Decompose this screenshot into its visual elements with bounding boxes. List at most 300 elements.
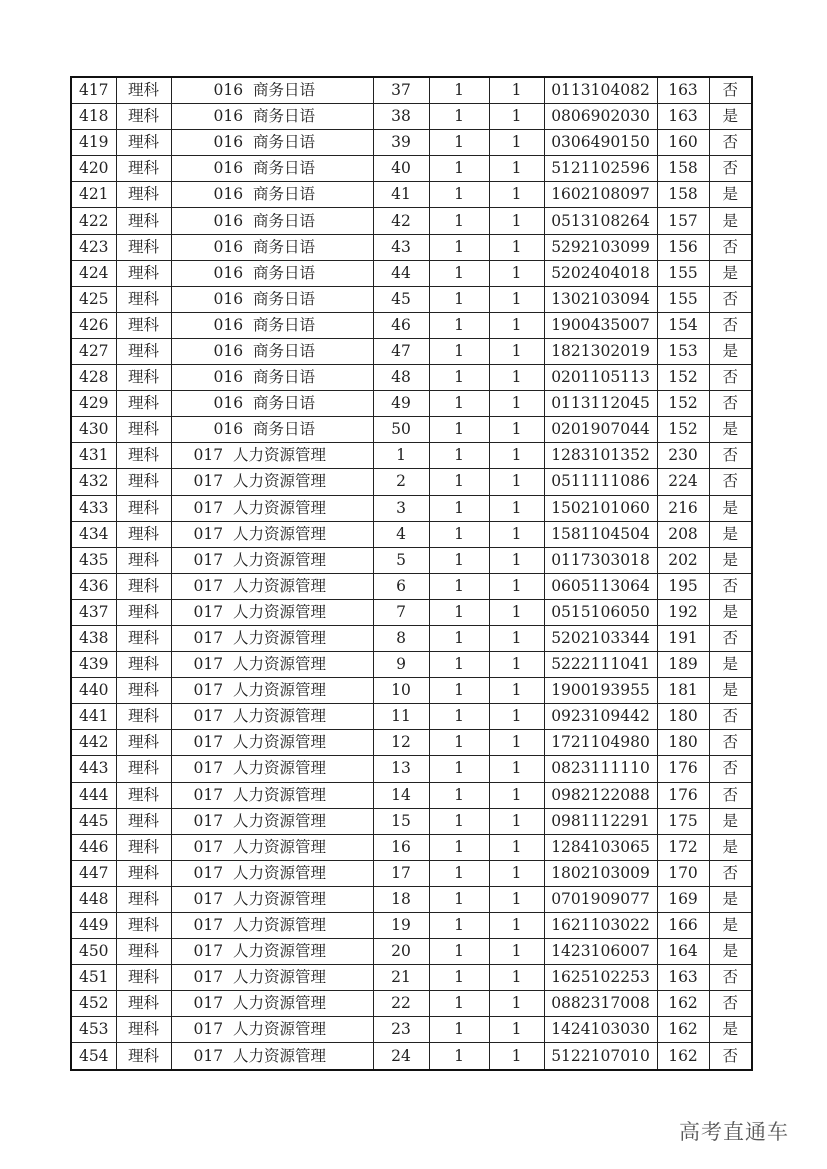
major-cell: 017 人力资源管理 [171, 443, 373, 469]
flag-cell: 是 [709, 808, 752, 834]
flag-cell: 是 [709, 182, 752, 208]
subject-cell: 理科 [116, 443, 171, 469]
row-number-cell: 438 [71, 625, 116, 651]
flag-cell: 是 [709, 338, 752, 364]
row-number-cell: 419 [71, 130, 116, 156]
rank-cell: 48 [373, 365, 429, 391]
row-number-cell: 452 [71, 991, 116, 1017]
col-5-cell: 1 [429, 312, 489, 338]
subject-cell: 理科 [116, 1017, 171, 1043]
flag-cell: 否 [709, 730, 752, 756]
score-cell: 180 [657, 730, 709, 756]
flag-cell: 否 [709, 573, 752, 599]
score-cell: 163 [657, 965, 709, 991]
score-cell: 163 [657, 104, 709, 130]
flag-cell: 否 [709, 704, 752, 730]
col-6-cell: 1 [489, 521, 544, 547]
row-number-cell: 449 [71, 913, 116, 939]
rank-cell: 44 [373, 260, 429, 286]
flag-cell: 是 [709, 1017, 752, 1043]
candidate-id-cell: 1721104980 [544, 730, 657, 756]
col-5-cell: 1 [429, 991, 489, 1017]
watermark: 高考直通车 [679, 1120, 789, 1144]
col-6-cell: 1 [489, 182, 544, 208]
row-number-cell: 444 [71, 782, 116, 808]
score-cell: 191 [657, 625, 709, 651]
score-cell: 166 [657, 913, 709, 939]
row-number-cell: 453 [71, 1017, 116, 1043]
col-5-cell: 1 [429, 652, 489, 678]
score-cell: 155 [657, 286, 709, 312]
major-cell: 016 商务日语 [171, 208, 373, 234]
col-6-cell: 1 [489, 730, 544, 756]
row-number-cell: 420 [71, 156, 116, 182]
candidate-id-cell: 0201907044 [544, 417, 657, 443]
score-cell: 170 [657, 860, 709, 886]
col-6-cell: 1 [489, 625, 544, 651]
score-cell: 155 [657, 260, 709, 286]
subject-cell: 理科 [116, 965, 171, 991]
subject-cell: 理科 [116, 260, 171, 286]
candidate-id-cell: 0806902030 [544, 104, 657, 130]
col-5-cell: 1 [429, 756, 489, 782]
col-5-cell: 1 [429, 417, 489, 443]
subject-cell: 理科 [116, 417, 171, 443]
col-5-cell: 1 [429, 182, 489, 208]
col-5-cell: 1 [429, 1017, 489, 1043]
subject-cell: 理科 [116, 521, 171, 547]
flag-cell: 是 [709, 547, 752, 573]
subject-cell: 理科 [116, 782, 171, 808]
rank-cell: 37 [373, 77, 429, 104]
col-5-cell: 1 [429, 365, 489, 391]
score-cell: 172 [657, 834, 709, 860]
row-number-cell: 439 [71, 652, 116, 678]
rank-cell: 4 [373, 521, 429, 547]
rank-cell: 50 [373, 417, 429, 443]
flag-cell: 否 [709, 234, 752, 260]
col-6-cell: 1 [489, 443, 544, 469]
row-number-cell: 421 [71, 182, 116, 208]
col-6-cell: 1 [489, 678, 544, 704]
flag-cell: 是 [709, 495, 752, 521]
row-number-cell: 448 [71, 886, 116, 912]
col-5-cell: 1 [429, 573, 489, 599]
major-cell: 017 人力资源管理 [171, 1043, 373, 1070]
table-row [71, 573, 752, 599]
table-row [71, 260, 752, 286]
col-6-cell: 1 [489, 756, 544, 782]
col-6-cell: 1 [489, 77, 544, 104]
score-cell: 195 [657, 573, 709, 599]
flag-cell: 是 [709, 104, 752, 130]
subject-cell: 理科 [116, 156, 171, 182]
col-6-cell: 1 [489, 1017, 544, 1043]
admission-table [70, 76, 753, 1071]
score-cell: 157 [657, 208, 709, 234]
col-5-cell: 1 [429, 860, 489, 886]
score-cell: 158 [657, 182, 709, 208]
subject-cell: 理科 [116, 547, 171, 573]
table-row [71, 1017, 752, 1043]
rank-cell: 5 [373, 547, 429, 573]
row-number-cell: 418 [71, 104, 116, 130]
table-row [71, 391, 752, 417]
flag-cell: 否 [709, 156, 752, 182]
col-5-cell: 1 [429, 338, 489, 364]
rank-cell: 10 [373, 678, 429, 704]
col-6-cell: 1 [489, 652, 544, 678]
score-cell: 152 [657, 365, 709, 391]
col-5-cell: 1 [429, 678, 489, 704]
major-cell: 017 人力资源管理 [171, 1017, 373, 1043]
table-row [71, 417, 752, 443]
rank-cell: 8 [373, 625, 429, 651]
row-number-cell: 436 [71, 573, 116, 599]
col-6-cell: 1 [489, 312, 544, 338]
rank-cell: 43 [373, 234, 429, 260]
subject-cell: 理科 [116, 704, 171, 730]
subject-cell: 理科 [116, 365, 171, 391]
major-cell: 016 商务日语 [171, 286, 373, 312]
col-5-cell: 1 [429, 913, 489, 939]
major-cell: 016 商务日语 [171, 365, 373, 391]
candidate-id-cell: 0113112045 [544, 391, 657, 417]
candidate-id-cell: 1581104504 [544, 521, 657, 547]
candidate-id-cell: 5202404018 [544, 260, 657, 286]
row-number-cell: 437 [71, 599, 116, 625]
table-row [71, 365, 752, 391]
col-6-cell: 1 [489, 286, 544, 312]
flag-cell: 是 [709, 599, 752, 625]
col-6-cell: 1 [489, 104, 544, 130]
col-5-cell: 1 [429, 704, 489, 730]
major-cell: 017 人力资源管理 [171, 913, 373, 939]
flag-cell: 否 [709, 312, 752, 338]
col-6-cell: 1 [489, 260, 544, 286]
rank-cell: 17 [373, 860, 429, 886]
table-row [71, 730, 752, 756]
col-5-cell: 1 [429, 808, 489, 834]
row-number-cell: 443 [71, 756, 116, 782]
candidate-id-cell: 5121102596 [544, 156, 657, 182]
col-6-cell: 1 [489, 365, 544, 391]
rank-cell: 45 [373, 286, 429, 312]
col-5-cell: 1 [429, 156, 489, 182]
major-cell: 017 人力资源管理 [171, 860, 373, 886]
col-5-cell: 1 [429, 260, 489, 286]
subject-cell: 理科 [116, 573, 171, 599]
subject-cell: 理科 [116, 1043, 171, 1070]
col-6-cell: 1 [489, 886, 544, 912]
col-5-cell: 1 [429, 130, 489, 156]
row-number-cell: 434 [71, 521, 116, 547]
col-6-cell: 1 [489, 1043, 544, 1070]
rank-cell: 41 [373, 182, 429, 208]
rank-cell: 6 [373, 573, 429, 599]
rank-cell: 13 [373, 756, 429, 782]
rank-cell: 1 [373, 443, 429, 469]
score-cell: 181 [657, 678, 709, 704]
subject-cell: 理科 [116, 913, 171, 939]
candidate-id-cell: 0823111110 [544, 756, 657, 782]
col-5-cell: 1 [429, 495, 489, 521]
score-cell: 230 [657, 443, 709, 469]
subject-cell: 理科 [116, 808, 171, 834]
table-row [71, 104, 752, 130]
score-cell: 164 [657, 939, 709, 965]
major-cell: 016 商务日语 [171, 130, 373, 156]
subject-cell: 理科 [116, 495, 171, 521]
candidate-id-cell: 1283101352 [544, 443, 657, 469]
col-6-cell: 1 [489, 965, 544, 991]
major-cell: 017 人力资源管理 [171, 678, 373, 704]
col-5-cell: 1 [429, 886, 489, 912]
col-6-cell: 1 [489, 469, 544, 495]
rank-cell: 42 [373, 208, 429, 234]
subject-cell: 理科 [116, 939, 171, 965]
rank-cell: 22 [373, 991, 429, 1017]
table-row [71, 860, 752, 886]
score-cell: 176 [657, 756, 709, 782]
flag-cell: 是 [709, 417, 752, 443]
col-6-cell: 1 [489, 704, 544, 730]
col-5-cell: 1 [429, 391, 489, 417]
table-row [71, 678, 752, 704]
rank-cell: 49 [373, 391, 429, 417]
col-5-cell: 1 [429, 730, 489, 756]
candidate-id-cell: 0515106050 [544, 599, 657, 625]
rank-cell: 40 [373, 156, 429, 182]
row-number-cell: 451 [71, 965, 116, 991]
score-cell: 160 [657, 130, 709, 156]
rank-cell: 14 [373, 782, 429, 808]
score-cell: 154 [657, 312, 709, 338]
candidate-id-cell: 0511111086 [544, 469, 657, 495]
major-cell: 016 商务日语 [171, 104, 373, 130]
score-cell: 180 [657, 704, 709, 730]
row-number-cell: 435 [71, 547, 116, 573]
col-6-cell: 1 [489, 834, 544, 860]
subject-cell: 理科 [116, 208, 171, 234]
flag-cell: 否 [709, 443, 752, 469]
rank-cell: 20 [373, 939, 429, 965]
rank-cell: 9 [373, 652, 429, 678]
rank-cell: 11 [373, 704, 429, 730]
subject-cell: 理科 [116, 130, 171, 156]
col-5-cell: 1 [429, 469, 489, 495]
col-5-cell: 1 [429, 77, 489, 104]
major-cell: 017 人力资源管理 [171, 939, 373, 965]
row-number-cell: 424 [71, 260, 116, 286]
col-5-cell: 1 [429, 965, 489, 991]
candidate-id-cell: 0605113064 [544, 573, 657, 599]
table-row [71, 1043, 752, 1070]
major-cell: 016 商务日语 [171, 156, 373, 182]
rank-cell: 12 [373, 730, 429, 756]
table-row [71, 234, 752, 260]
rank-cell: 19 [373, 913, 429, 939]
rank-cell: 23 [373, 1017, 429, 1043]
major-cell: 017 人力资源管理 [171, 573, 373, 599]
flag-cell: 是 [709, 678, 752, 704]
candidate-id-cell: 1502101060 [544, 495, 657, 521]
score-cell: 152 [657, 417, 709, 443]
subject-cell: 理科 [116, 756, 171, 782]
row-number-cell: 447 [71, 860, 116, 886]
flag-cell: 是 [709, 260, 752, 286]
subject-cell: 理科 [116, 730, 171, 756]
col-5-cell: 1 [429, 939, 489, 965]
col-6-cell: 1 [489, 130, 544, 156]
col-5-cell: 1 [429, 208, 489, 234]
major-cell: 017 人力资源管理 [171, 652, 373, 678]
table-row [71, 625, 752, 651]
row-number-cell: 441 [71, 704, 116, 730]
subject-cell: 理科 [116, 77, 171, 104]
major-cell: 017 人力资源管理 [171, 704, 373, 730]
major-cell: 016 商务日语 [171, 234, 373, 260]
score-cell: 158 [657, 156, 709, 182]
flag-cell: 是 [709, 886, 752, 912]
flag-cell: 是 [709, 652, 752, 678]
score-cell: 175 [657, 808, 709, 834]
candidate-id-cell: 0882317008 [544, 991, 657, 1017]
flag-cell: 否 [709, 625, 752, 651]
flag-cell: 否 [709, 130, 752, 156]
table-row [71, 338, 752, 364]
subject-cell: 理科 [116, 834, 171, 860]
major-cell: 017 人力资源管理 [171, 495, 373, 521]
subject-cell: 理科 [116, 991, 171, 1017]
col-5-cell: 1 [429, 599, 489, 625]
flag-cell: 否 [709, 1043, 752, 1070]
subject-cell: 理科 [116, 286, 171, 312]
subject-cell: 理科 [116, 182, 171, 208]
subject-cell: 理科 [116, 391, 171, 417]
major-cell: 017 人力资源管理 [171, 834, 373, 860]
rank-cell: 47 [373, 338, 429, 364]
flag-cell: 否 [709, 286, 752, 312]
col-6-cell: 1 [489, 939, 544, 965]
table-row [71, 469, 752, 495]
col-6-cell: 1 [489, 495, 544, 521]
col-5-cell: 1 [429, 1043, 489, 1070]
col-6-cell: 1 [489, 782, 544, 808]
score-cell: 156 [657, 234, 709, 260]
candidate-id-cell: 1900193955 [544, 678, 657, 704]
row-number-cell: 450 [71, 939, 116, 965]
subject-cell: 理科 [116, 338, 171, 364]
score-cell: 208 [657, 521, 709, 547]
table-row [71, 521, 752, 547]
table-row [71, 286, 752, 312]
col-6-cell: 1 [489, 234, 544, 260]
score-cell: 163 [657, 77, 709, 104]
col-6-cell: 1 [489, 913, 544, 939]
candidate-id-cell: 1625102253 [544, 965, 657, 991]
candidate-id-cell: 0981112291 [544, 808, 657, 834]
table-row [71, 599, 752, 625]
col-6-cell: 1 [489, 808, 544, 834]
major-cell: 017 人力资源管理 [171, 756, 373, 782]
candidate-id-cell: 1424103030 [544, 1017, 657, 1043]
rank-cell: 39 [373, 130, 429, 156]
col-5-cell: 1 [429, 834, 489, 860]
candidate-id-cell: 1602108097 [544, 182, 657, 208]
major-cell: 017 人力资源管理 [171, 730, 373, 756]
candidate-id-cell: 1284103065 [544, 834, 657, 860]
table-row [71, 443, 752, 469]
candidate-id-cell: 0306490150 [544, 130, 657, 156]
rank-cell: 16 [373, 834, 429, 860]
score-cell: 162 [657, 1017, 709, 1043]
col-6-cell: 1 [489, 417, 544, 443]
candidate-id-cell: 0513108264 [544, 208, 657, 234]
table-row [71, 965, 752, 991]
rank-cell: 2 [373, 469, 429, 495]
score-cell: 169 [657, 886, 709, 912]
flag-cell: 是 [709, 208, 752, 234]
row-number-cell: 433 [71, 495, 116, 521]
candidate-id-cell: 1821302019 [544, 338, 657, 364]
candidate-id-cell: 1900435007 [544, 312, 657, 338]
candidate-id-cell: 5122107010 [544, 1043, 657, 1070]
candidate-id-cell: 1802103009 [544, 860, 657, 886]
score-cell: 152 [657, 391, 709, 417]
major-cell: 016 商务日语 [171, 312, 373, 338]
flag-cell: 否 [709, 365, 752, 391]
row-number-cell: 430 [71, 417, 116, 443]
subject-cell: 理科 [116, 860, 171, 886]
major-cell: 017 人力资源管理 [171, 782, 373, 808]
table-body [71, 77, 752, 1070]
candidate-id-cell: 5222111041 [544, 652, 657, 678]
subject-cell: 理科 [116, 625, 171, 651]
major-cell: 016 商务日语 [171, 338, 373, 364]
row-number-cell: 445 [71, 808, 116, 834]
score-cell: 216 [657, 495, 709, 521]
major-cell: 017 人力资源管理 [171, 808, 373, 834]
candidate-id-cell: 0923109442 [544, 704, 657, 730]
table-row [71, 834, 752, 860]
subject-cell: 理科 [116, 469, 171, 495]
rank-cell: 21 [373, 965, 429, 991]
col-6-cell: 1 [489, 208, 544, 234]
row-number-cell: 422 [71, 208, 116, 234]
candidate-id-cell: 0982122088 [544, 782, 657, 808]
rank-cell: 15 [373, 808, 429, 834]
col-5-cell: 1 [429, 104, 489, 130]
subject-cell: 理科 [116, 652, 171, 678]
col-5-cell: 1 [429, 547, 489, 573]
score-cell: 192 [657, 599, 709, 625]
row-number-cell: 432 [71, 469, 116, 495]
col-6-cell: 1 [489, 991, 544, 1017]
major-cell: 016 商务日语 [171, 260, 373, 286]
table-row [71, 782, 752, 808]
score-cell: 224 [657, 469, 709, 495]
candidate-id-cell: 0117303018 [544, 547, 657, 573]
score-cell: 176 [657, 782, 709, 808]
row-number-cell: 426 [71, 312, 116, 338]
major-cell: 017 人力资源管理 [171, 965, 373, 991]
major-cell: 016 商务日语 [171, 391, 373, 417]
table-row [71, 77, 752, 104]
score-cell: 162 [657, 991, 709, 1017]
candidate-id-cell: 1302103094 [544, 286, 657, 312]
flag-cell: 是 [709, 521, 752, 547]
